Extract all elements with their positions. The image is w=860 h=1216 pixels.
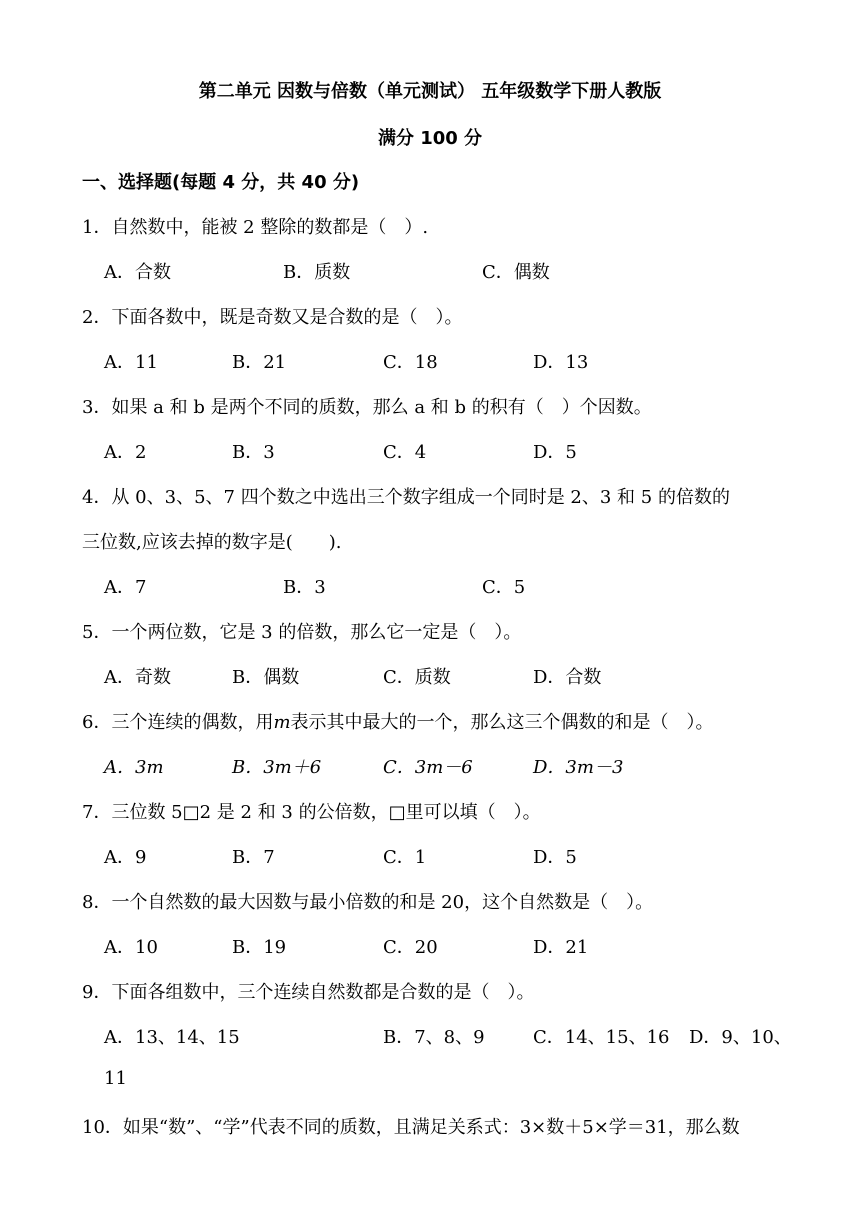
option-8a[interactable]: A．10 [104, 937, 158, 958]
option-6a[interactable]: A．3m [104, 757, 164, 778]
question-6-start: 6．三个连续的偶数，用 [82, 712, 274, 733]
question-5: 5．一个两位数，它是 3 的倍数，那么它一定是（ ）。 [82, 622, 522, 643]
option-9b[interactable]: B．7、8、9 [383, 1027, 485, 1048]
question-10: 10．如果“数”、“学”代表不同的质数，且满足关系式：3×数＋5×学＝31，那么数 [82, 1117, 740, 1138]
option-8b[interactable]: B．19 [232, 937, 287, 958]
section-heading: 一、选择题(每题 4 分，共 40 分) [82, 172, 360, 193]
variable-m: m [273, 712, 291, 733]
question-1: 1．自然数中，能被 2 整除的数都是（ ）. [82, 217, 429, 238]
option-3a[interactable]: A．2 [104, 442, 147, 463]
option-3d[interactable]: D．5 [533, 442, 577, 463]
option-2a[interactable]: A．11 [104, 352, 158, 373]
option-4b[interactable]: B．3 [283, 577, 326, 598]
option-3c[interactable]: C．4 [383, 442, 427, 463]
option-1c[interactable]: C．偶数 [482, 262, 550, 283]
option-9d-continued: 11 [104, 1068, 127, 1089]
option-2c[interactable]: C．18 [383, 352, 438, 373]
question-9: 9．下面各组数中，三个连续自然数都是合数的是（ ）。 [82, 982, 535, 1003]
question-4-continued: 三位数,应该去掉的数字是( ). [82, 532, 342, 553]
option-9a[interactable]: A．13、14、15 [104, 1027, 240, 1048]
question-6 [82, 708, 714, 734]
option-8d[interactable]: D．21 [533, 937, 589, 958]
option-5a[interactable]: A．奇数 [104, 667, 171, 688]
question-7: 7．三位数 5□2 是 2 和 3 的公倍数，□里可以填（ ）。 [82, 802, 541, 823]
question-2: 2．下面各数中，既是奇数又是合数的是（ ）。 [82, 307, 463, 328]
option-2b[interactable]: B．21 [232, 352, 287, 373]
option-1a[interactable]: A．合数 [104, 262, 171, 283]
question-3: 3．如果 a 和 b 是两个不同的质数，那么 a 和 b 的积有（ ）个因数。 [82, 397, 652, 418]
option-4c[interactable]: C．5 [482, 577, 526, 598]
option-5c[interactable]: C．质数 [383, 667, 451, 688]
option-5d[interactable]: D．合数 [533, 667, 602, 688]
option-8c[interactable]: C．20 [383, 937, 438, 958]
option-6b[interactable]: B．3m＋6 [232, 757, 322, 778]
option-2d[interactable]: D．13 [533, 352, 589, 373]
option-7d[interactable]: D．5 [533, 847, 577, 868]
option-3b[interactable]: B．3 [232, 442, 275, 463]
page-title: 第二单元 因数与倍数（单元测试） 五年级数学下册人教版 [198, 81, 662, 102]
option-7b[interactable]: B．7 [232, 847, 275, 868]
question-8: 8．一个自然数的最大因数与最小倍数的和是 20，这个自然数是（ ）。 [82, 892, 654, 913]
option-7c[interactable]: C．1 [383, 847, 427, 868]
option-9d[interactable]: D．9、10、 [689, 1027, 792, 1048]
option-1b[interactable]: B．质数 [283, 262, 351, 283]
question-6-end: 表示其中最大的一个，那么这三个偶数的和是（ ）。 [290, 712, 714, 733]
question-4: 4．从 0、3、5、7 四个数之中选出三个数字组成一个同时是 2、3 和 5 的倍数的 [82, 487, 730, 508]
option-5b[interactable]: B．偶数 [232, 667, 300, 688]
option-9c[interactable]: C．14、15、16 [533, 1027, 670, 1048]
option-6c[interactable]: C．3m－6 [383, 757, 473, 778]
option-6d[interactable]: D．3m－3 [533, 757, 624, 778]
option-7a[interactable]: A．9 [104, 847, 147, 868]
score-subtitle: 满分 100 分 [377, 128, 483, 149]
option-4a[interactable]: A．7 [104, 577, 147, 598]
